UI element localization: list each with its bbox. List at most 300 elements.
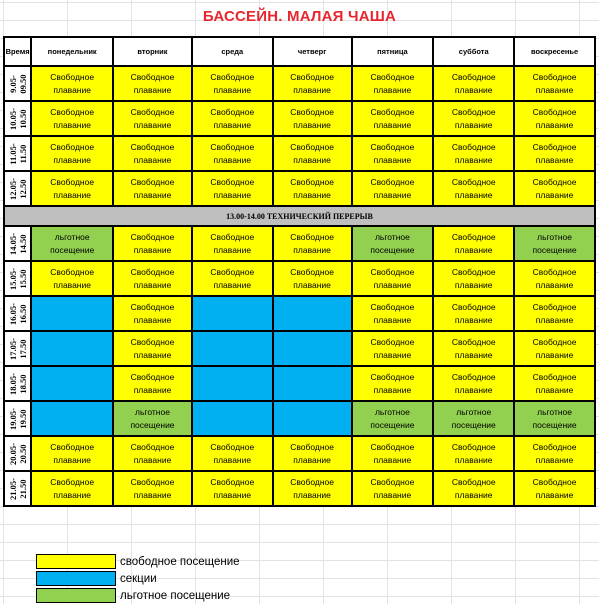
legend-label-preferential: льготное посещение: [120, 589, 231, 602]
activity-line-2: плавание: [293, 189, 331, 200]
activity-line-2: плавание: [454, 454, 493, 465]
activity-line-1: Свободное: [370, 371, 415, 382]
legend-item-free: [36, 553, 240, 570]
activity-line-2: плавание: [213, 279, 252, 290]
activity-line-1: Свободное: [290, 231, 334, 242]
legend-label-sections: секции: [120, 572, 157, 585]
time-end: 20.50: [17, 443, 28, 464]
technical-break-label: 13.00-14.00 ТЕХНИЧЕСКИЙ ПЕРЕРЫВ: [4, 206, 595, 226]
activity-line-2: плавание: [454, 384, 493, 395]
activity-line-2: плавание: [535, 454, 574, 465]
legend-item-sections: [36, 570, 240, 587]
activity-line-2: плавание: [535, 119, 574, 130]
section-cell: [192, 366, 273, 401]
time-slot-cell: [4, 401, 31, 436]
free-swim-cell: [433, 66, 514, 101]
time-start: 16.05-: [7, 302, 18, 325]
time-end: 09.50: [17, 73, 28, 94]
activity-line-2: плавание: [53, 154, 91, 165]
activity-line-2: плавание: [454, 349, 493, 360]
free-swim-cell: [514, 171, 595, 206]
preferential-visit-cell: [433, 401, 514, 436]
free-swim-cell: [352, 101, 434, 136]
time-end: 15.50: [17, 268, 28, 289]
section-cell: [192, 296, 273, 331]
header-time: Время: [4, 37, 31, 66]
time-slot-label: [8, 74, 28, 93]
time-slot-label: [8, 443, 28, 465]
section-cell: [31, 331, 113, 366]
free-swim-cell: [433, 136, 514, 171]
activity-line-1: Свободное: [50, 441, 95, 452]
activity-line-1: Свободное: [451, 371, 496, 382]
activity-line-1: Свободное: [290, 141, 334, 152]
time-start: 15.05-: [7, 267, 18, 290]
activity-line-2: плавание: [213, 454, 252, 465]
activity-line-2: посещение: [532, 244, 577, 255]
activity-line-2: плавание: [373, 154, 412, 165]
time-end: 17.50: [17, 338, 28, 359]
activity-line-1: Свободное: [370, 266, 415, 277]
activity-line-2: плавание: [133, 189, 172, 200]
activity-line-2: плавание: [293, 119, 331, 130]
schedule-row: [4, 226, 595, 261]
time-start: 17.05-: [7, 337, 18, 360]
time-slot-cell: [4, 101, 31, 136]
activity-line-2: плавание: [133, 119, 172, 130]
activity-line-2: плавание: [373, 119, 412, 130]
time-slot-cell: [4, 331, 31, 366]
break-row: [4, 206, 595, 226]
time-slot-cell: [4, 471, 31, 506]
activity-line-1: Свободное: [451, 231, 496, 242]
activity-line-2: плавание: [373, 84, 412, 95]
time-slot-cell: [4, 296, 31, 331]
time-end: 10.50: [17, 108, 28, 129]
free-swim-cell: [113, 101, 192, 136]
activity-line-2: плавание: [373, 384, 412, 395]
free-swim-cell: [514, 136, 595, 171]
free-swim-cell: [113, 171, 192, 206]
activity-line-1: Свободное: [290, 71, 334, 82]
activity-line-1: Свободное: [210, 441, 255, 452]
time-end: 12.50: [17, 178, 28, 199]
activity-line-1: Свободное: [451, 476, 496, 487]
activity-line-1: Свободное: [50, 266, 95, 277]
free-swim-cell: [433, 366, 514, 401]
activity-line-2: плавание: [454, 314, 493, 325]
activity-line-1: Свободное: [50, 106, 95, 117]
free-swim-cell: [352, 296, 434, 331]
activity-line-2: плавание: [454, 84, 493, 95]
activity-line-1: Свободное: [210, 231, 255, 242]
free-swim-cell: [433, 471, 514, 506]
time-start: 12.05-: [7, 177, 18, 200]
free-swim-cell: [433, 226, 514, 261]
activity-line-1: Свободное: [130, 141, 175, 152]
activity-line-2: посещение: [370, 419, 415, 430]
activity-line-2: плавание: [293, 154, 331, 165]
time-end: 11.50: [17, 144, 28, 163]
activity-line-1: Свободное: [290, 106, 334, 117]
activity-line-2: плавание: [535, 154, 574, 165]
activity-line-1: Свободное: [50, 71, 95, 82]
section-cell: [31, 401, 113, 436]
activity-line-2: плавание: [454, 119, 493, 130]
activity-line-2: плавание: [53, 489, 91, 500]
time-slot-label: [8, 303, 28, 325]
free-swim-cell: [113, 296, 192, 331]
activity-line-1: Свободное: [451, 71, 496, 82]
section-cell: [273, 331, 352, 366]
activity-line-2: плавание: [213, 489, 252, 500]
free-swim-cell: [433, 331, 514, 366]
schedule-row: [4, 401, 595, 436]
preferential-visit-cell: [352, 226, 434, 261]
schedule-row: [4, 296, 595, 331]
activity-line-2: плавание: [213, 244, 252, 255]
free-swim-cell: [514, 296, 595, 331]
legend: [36, 553, 240, 604]
time-slot-cell: [4, 366, 31, 401]
schedule-table: [3, 36, 596, 507]
time-slot-label: [8, 178, 28, 200]
free-swim-cell: [514, 471, 595, 506]
activity-line-2: плавание: [53, 279, 91, 290]
activity-line-1: Свободное: [290, 476, 334, 487]
free-swim-cell: [514, 436, 595, 471]
schedule-body: [4, 66, 595, 506]
activity-line-1: Свободное: [210, 71, 255, 82]
time-slot-label: [8, 478, 28, 500]
activity-line-1: Свободное: [210, 141, 255, 152]
schedule-row: [4, 101, 595, 136]
activity-line-2: плавание: [293, 279, 331, 290]
schedule-row: [4, 471, 595, 506]
section-cell: [31, 366, 113, 401]
section-cell: [192, 401, 273, 436]
activity-line-1: Свободное: [130, 301, 175, 312]
free-swim-cell: [352, 436, 434, 471]
preferential-visit-cell: [514, 226, 595, 261]
activity-line-2: плавание: [373, 314, 412, 325]
activity-line-1: Свободное: [370, 71, 415, 82]
activity-line-1: Свободное: [290, 266, 334, 277]
activity-line-2: плавание: [535, 349, 574, 360]
activity-line-2: плавание: [373, 349, 412, 360]
time-start: 14.05-: [7, 232, 18, 255]
legend-swatch-free: [36, 554, 116, 569]
activity-line-1: Свободное: [451, 106, 496, 117]
activity-line-2: плавание: [133, 154, 172, 165]
activity-line-1: Свободное: [370, 176, 415, 187]
activity-line-2: плавание: [454, 279, 493, 290]
schedule-row: [4, 136, 595, 171]
activity-line-1: Свободное: [451, 336, 496, 347]
time-slot-label: [8, 143, 28, 165]
activity-line-1: Свободное: [532, 301, 577, 312]
free-swim-cell: [192, 66, 273, 101]
schedule-row: [4, 66, 595, 101]
time-start: 10.05-: [7, 107, 18, 130]
activity-line-1: Свободное: [290, 176, 334, 187]
activity-line-2: плавание: [535, 84, 574, 95]
section-cell: [273, 296, 352, 331]
time-slot-cell: [4, 261, 31, 296]
free-swim-cell: [433, 171, 514, 206]
activity-line-2: посещение: [370, 244, 415, 255]
activity-line-2: плавание: [535, 489, 574, 500]
activity-line-2: посещение: [50, 244, 95, 255]
activity-line-2: плавание: [535, 279, 574, 290]
free-swim-cell: [352, 471, 434, 506]
time-end: 16.50: [17, 303, 28, 324]
time-end: 21.50: [17, 478, 28, 499]
activity-line-1: Свободное: [130, 266, 175, 277]
activity-line-1: Свободное: [210, 176, 255, 187]
header-wednesday: среда: [192, 37, 273, 66]
activity-line-1: льготное: [537, 406, 573, 417]
free-swim-cell: [273, 66, 352, 101]
free-swim-cell: [352, 171, 434, 206]
activity-line-2: плавание: [373, 189, 412, 200]
free-swim-cell: [113, 436, 192, 471]
preferential-visit-cell: [31, 226, 113, 261]
activity-line-2: плавание: [213, 154, 252, 165]
free-swim-cell: [514, 101, 595, 136]
activity-line-2: плавание: [535, 384, 574, 395]
activity-line-2: плавание: [454, 244, 493, 255]
activity-line-1: льготное: [135, 406, 170, 417]
activity-line-1: Свободное: [370, 441, 415, 452]
activity-line-2: плавание: [133, 454, 172, 465]
activity-line-2: плавание: [133, 384, 172, 395]
activity-line-2: плавание: [293, 84, 331, 95]
activity-line-1: Свободное: [130, 71, 175, 82]
activity-line-1: Свободное: [451, 176, 496, 187]
activity-line-2: плавание: [133, 279, 172, 290]
activity-line-2: плавание: [535, 314, 574, 325]
time-slot-cell: [4, 136, 31, 171]
time-start: 20.05-: [7, 442, 18, 465]
activity-line-1: Свободное: [532, 141, 577, 152]
activity-line-1: Свободное: [451, 266, 496, 277]
legend-item-preferential: [36, 587, 240, 604]
activity-line-2: плавание: [213, 189, 252, 200]
header-thursday: четверг: [273, 37, 352, 66]
time-slot-label: [8, 268, 28, 290]
activity-line-1: льготное: [54, 231, 90, 242]
activity-line-2: плавание: [373, 489, 412, 500]
preferential-visit-cell: [514, 401, 595, 436]
header-tuesday: вторник: [113, 37, 192, 66]
activity-line-2: плавание: [53, 189, 91, 200]
section-cell: [31, 296, 113, 331]
activity-line-1: льготное: [374, 406, 410, 417]
activity-line-1: Свободное: [130, 231, 175, 242]
preferential-visit-cell: [352, 401, 434, 436]
activity-line-2: плавание: [133, 84, 172, 95]
activity-line-1: Свободное: [130, 476, 175, 487]
activity-line-1: Свободное: [290, 441, 334, 452]
activity-line-2: плавание: [133, 489, 172, 500]
activity-line-1: Свободное: [370, 141, 415, 152]
activity-line-1: Свободное: [451, 141, 496, 152]
activity-line-1: Свободное: [210, 266, 255, 277]
header-saturday: суббота: [433, 37, 514, 66]
free-swim-cell: [31, 171, 113, 206]
free-swim-cell: [192, 471, 273, 506]
activity-line-2: плавание: [293, 454, 331, 465]
free-swim-cell: [192, 136, 273, 171]
activity-line-1: Свободное: [532, 371, 577, 382]
time-slot-cell: [4, 171, 31, 206]
activity-line-2: плавание: [133, 349, 172, 360]
activity-line-2: плавание: [373, 279, 412, 290]
preferential-visit-cell: [113, 401, 192, 436]
activity-line-1: Свободное: [532, 336, 577, 347]
free-swim-cell: [273, 171, 352, 206]
schedule-row: [4, 436, 595, 471]
activity-line-2: плавание: [454, 489, 493, 500]
activity-line-1: Свободное: [370, 336, 415, 347]
activity-line-2: плавание: [213, 119, 252, 130]
free-swim-cell: [113, 261, 192, 296]
free-swim-cell: [31, 66, 113, 101]
activity-line-1: льготное: [456, 406, 492, 417]
activity-line-1: Свободное: [130, 106, 175, 117]
free-swim-cell: [192, 226, 273, 261]
time-slot-label: [8, 338, 28, 360]
schedule-row: [4, 261, 595, 296]
time-start: 11.05-: [7, 142, 18, 165]
free-swim-cell: [192, 436, 273, 471]
free-swim-cell: [273, 436, 352, 471]
activity-line-1: Свободное: [532, 476, 577, 487]
activity-line-2: плавание: [373, 454, 412, 465]
free-swim-cell: [514, 261, 595, 296]
activity-line-1: Свободное: [50, 141, 95, 152]
legend-label-free: свободное посещение: [120, 555, 240, 568]
activity-line-1: Свободное: [451, 441, 496, 452]
activity-line-1: Свободное: [130, 441, 175, 452]
time-start: 9.05-: [7, 74, 18, 93]
schedule-row: [4, 366, 595, 401]
free-swim-cell: [113, 136, 192, 171]
activity-line-2: плавание: [133, 314, 172, 325]
header-monday: понедельник: [31, 37, 113, 66]
activity-line-2: посещение: [451, 419, 496, 430]
schedule-row: [4, 331, 595, 366]
activity-line-2: плавание: [535, 189, 574, 200]
activity-line-1: Свободное: [370, 301, 415, 312]
free-swim-cell: [192, 101, 273, 136]
activity-line-1: Свободное: [210, 106, 255, 117]
free-swim-cell: [352, 136, 434, 171]
schedule-row: [4, 171, 595, 206]
activity-line-1: Свободное: [370, 106, 415, 117]
free-swim-cell: [273, 226, 352, 261]
activity-line-1: Свободное: [532, 441, 577, 452]
free-swim-cell: [352, 261, 434, 296]
free-swim-cell: [31, 101, 113, 136]
activity-line-1: Свободное: [532, 266, 577, 277]
activity-line-1: Свободное: [50, 476, 95, 487]
time-end: 14.50: [17, 233, 28, 254]
activity-line-2: плавание: [454, 154, 493, 165]
free-swim-cell: [192, 261, 273, 296]
activity-line-1: Свободное: [370, 476, 415, 487]
activity-line-1: Свободное: [532, 176, 577, 187]
time-slot-label: [8, 233, 28, 255]
activity-line-1: Свободное: [532, 106, 577, 117]
activity-line-1: Свободное: [130, 176, 175, 187]
activity-line-1: Свободное: [210, 476, 255, 487]
activity-line-2: плавание: [454, 189, 493, 200]
header-sunday: воскресенье: [514, 37, 595, 66]
time-start: 19.05-: [7, 407, 18, 430]
free-swim-cell: [433, 101, 514, 136]
activity-line-1: Свободное: [532, 71, 577, 82]
free-swim-cell: [273, 261, 352, 296]
time-start: 21.05-: [7, 477, 18, 500]
free-swim-cell: [113, 366, 192, 401]
activity-line-2: плавание: [53, 119, 91, 130]
free-swim-cell: [514, 66, 595, 101]
free-swim-cell: [31, 436, 113, 471]
activity-line-1: Свободное: [50, 176, 95, 187]
time-slot-label: [8, 108, 28, 130]
activity-line-2: плавание: [53, 454, 91, 465]
free-swim-cell: [273, 136, 352, 171]
free-swim-cell: [433, 436, 514, 471]
header-friday: пятница: [352, 37, 434, 66]
free-swim-cell: [192, 171, 273, 206]
section-cell: [273, 366, 352, 401]
activity-line-1: Свободное: [451, 301, 496, 312]
free-swim-cell: [514, 331, 595, 366]
activity-line-1: Свободное: [130, 336, 175, 347]
activity-line-1: льготное: [537, 231, 573, 242]
time-slot-cell: [4, 66, 31, 101]
time-slot-label: [8, 408, 28, 430]
time-slot-cell: [4, 226, 31, 261]
time-end: 19.50: [17, 408, 28, 429]
free-swim-cell: [273, 101, 352, 136]
free-swim-cell: [113, 471, 192, 506]
free-swim-cell: [514, 366, 595, 401]
section-cell: [273, 401, 352, 436]
time-slot-label: [8, 373, 28, 395]
time-slot-cell: [4, 436, 31, 471]
activity-line-2: плавание: [293, 244, 331, 255]
free-swim-cell: [113, 66, 192, 101]
activity-line-2: плавание: [133, 244, 172, 255]
free-swim-cell: [31, 261, 113, 296]
free-swim-cell: [31, 471, 113, 506]
activity-line-1: Свободное: [130, 371, 175, 382]
free-swim-cell: [433, 261, 514, 296]
free-swim-cell: [31, 136, 113, 171]
activity-line-2: плавание: [293, 489, 331, 500]
free-swim-cell: [352, 66, 434, 101]
header-row: [4, 37, 595, 66]
free-swim-cell: [433, 296, 514, 331]
activity-line-2: посещение: [130, 419, 175, 430]
free-swim-cell: [113, 226, 192, 261]
legend-swatch-preferential: [36, 588, 116, 603]
time-start: 18.05-: [7, 372, 18, 395]
